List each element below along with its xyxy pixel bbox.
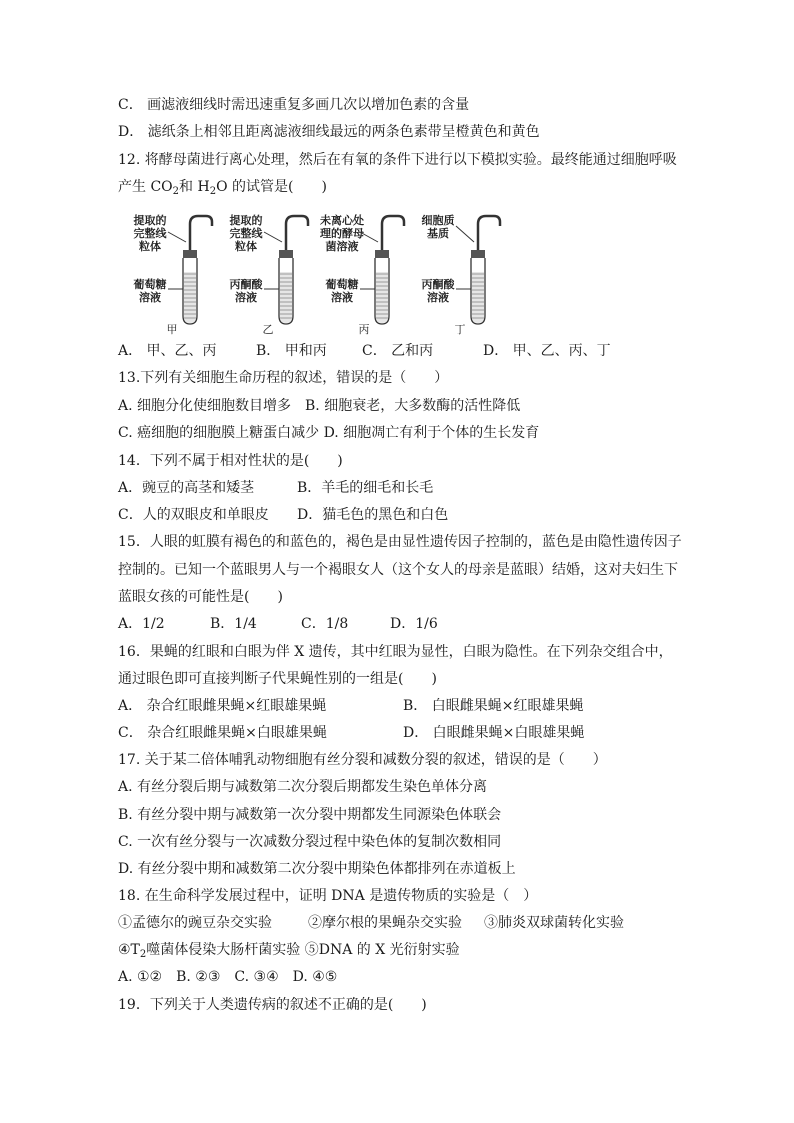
q15-stem-line1: 15．人眼的虹膜有褐色的和蓝色的，褐色是由显性遗传因子控制的，蓝色是由隐性遗传因子 [118, 534, 682, 550]
tube-pointer-line [456, 226, 474, 242]
q13-options-line1: A. 细胞分化使细胞数目增多 B. 细胞衰老，大多数酶的活性降低 [118, 398, 521, 414]
tube-bottom-label: 溶液 [427, 291, 449, 304]
tube-bent-pipe [190, 216, 212, 252]
test-tube-1 [134, 213, 213, 336]
tube-caption: 甲 [166, 323, 178, 336]
tube-top-label: 细胞质 [421, 214, 455, 227]
tube-top-label: 完整线 [229, 227, 263, 240]
tube-liquid [184, 272, 196, 323]
q15-stem-line2: 控制的。已知一个蓝眼男人与一个褐眼女人（这个女人的母亲是蓝眼）结婚，这对夫妇生下 [118, 562, 678, 578]
tube-top-label: 提取的 [229, 214, 263, 227]
q12-stem-line2: 产生 $CO_2$和 $H_2O$ 的试管是( ) [118, 179, 327, 197]
tube-bottom-label: 葡萄糖 [325, 278, 359, 291]
q15-option-a: A．1/2 [118, 616, 165, 632]
test-tube-4 [422, 213, 501, 336]
q18-items-row1 [118, 913, 638, 933]
tube-top-label: 提取的 [133, 214, 167, 227]
tube-liquid [280, 272, 292, 323]
tube-bottom-label: 丙酮酸 [229, 278, 263, 291]
tube-top-label: 粒体 [139, 240, 161, 253]
tube-bottom-label: 葡萄糖 [133, 278, 167, 291]
q15-options [118, 614, 518, 634]
q14-options-row2 [118, 505, 518, 525]
q18-item-3: ③肺炎双球菌转化实验 [484, 915, 624, 931]
q13-stem: 13.下列有关细胞生命历程的叙述，错误的是（ ） [118, 370, 449, 386]
q17-option-d: D. 有丝分裂中期和减数第二次分裂中期染色体都排列在赤道板上 [118, 861, 516, 877]
q19-stem: 19．下列关于人类遗传病的叙述不正确的是( ) [118, 997, 427, 1013]
q16-option-b: B． 白眼雌果蝇×红眼雄果蝇 [403, 698, 584, 714]
q17-option-c: C. 一次有丝分裂与一次减数分裂过程中染色体的复制次数相同 [118, 834, 502, 850]
tube-stopper [279, 250, 293, 258]
q18-item-2: ②摩尔根的果蝇杂交实验 [308, 915, 462, 931]
q14-option-a: A．豌豆的高茎和矮茎 [118, 480, 255, 496]
tube-caption: 丁 [454, 323, 466, 336]
q13-options-line2: C. 癌细胞的细胞膜上糖蛋白减少 D. 细胞凋亡有利于个体的生长发育 [118, 425, 540, 441]
q16-options-row1 [118, 696, 598, 716]
q17-stem: 17. 关于某二倍体哺乳动物细胞有丝分裂和减数分裂的叙述，错误的是（ ） [118, 752, 607, 768]
q15-stem-line3: 蓝眼女孩的可能性是( ) [118, 589, 283, 605]
tube-top-label: 菌溶液 [325, 240, 359, 253]
tube-bottom-label: 溶液 [235, 291, 257, 304]
tube-bottom-label: 溶液 [331, 291, 353, 304]
tube-stopper [183, 250, 197, 258]
tube-stopper [375, 250, 389, 258]
q14-option-d: D．猫毛色的黑色和白色 [297, 507, 449, 523]
tube-bottom-label: 丙酮酸 [421, 278, 455, 291]
tube-top-label: 完整线 [133, 227, 167, 240]
q11-option-d: D． 滤纸条上相邻且距离滤液细线最远的两条色素带呈橙黄色和黄色 [118, 124, 540, 140]
q16-option-a: A． 杂合红眼雌果蝇×红眼雄果蝇 [118, 698, 327, 714]
test-tube-diagram [128, 212, 628, 337]
q16-option-d: D． 白眼雌果蝇×白眼雄果蝇 [403, 725, 585, 741]
q14-options-row1 [118, 478, 518, 498]
tube-pointer-line [168, 232, 186, 242]
q12-option-b: B． 甲和丙 [256, 343, 327, 359]
q11-option-c: C． 画滤液细线时需迅速重复多画几次以增加色素的含量 [118, 97, 470, 113]
tube-top-label: 未离心处 [320, 214, 364, 227]
tube-liquid [472, 272, 484, 323]
q12-options [118, 341, 658, 361]
q14-option-c: C．人的双眼皮和单眼皮 [118, 507, 269, 523]
tube-liquid [376, 272, 388, 323]
tube-stopper [471, 250, 485, 258]
tube-top-label: 基质 [427, 227, 449, 240]
tube-bent-pipe [478, 216, 500, 252]
q14-stem: 14．下列不属于相对性状的是( ) [118, 453, 343, 469]
test-tube-2 [230, 213, 309, 336]
tube-pointer-line [264, 232, 282, 242]
tube-top-label: 粒体 [235, 240, 257, 253]
q18-item-1: ①孟德尔的豌豆杂交实验 [118, 915, 272, 931]
q18-stem: 18. 在生命科学发展过程中，证明 DNA 是遗传物质的实验是（ ） [118, 888, 538, 904]
test-tube-3 [320, 213, 404, 336]
tube-bent-pipe [286, 216, 308, 252]
q15-option-d: D．1/6 [390, 616, 438, 632]
q14-option-b: B．羊毛的细毛和长毛 [297, 480, 434, 496]
tube-bent-pipe [382, 216, 404, 252]
q17-option-b: B. 有丝分裂中期与减数第一次分裂中期都发生同源染色体联会 [118, 807, 502, 823]
q16-option-c: C． 杂合红眼雌果蝇×白眼雄果蝇 [118, 725, 327, 741]
q16-stem-line1: 16．果蝇的红眼和白眼为伴 X 遗传，其中红眼为显性，白眼为隐性。在下列杂交组合中， [118, 644, 673, 660]
q17-option-a: A. 有丝分裂后期与减数第二次分裂后期都发生染色单体分离 [118, 779, 488, 795]
tube-caption: 丙 [358, 323, 370, 336]
q18-items-row2: $④T_2$噬菌体侵染大肠杆菌实验 ⑤DNA 的 X 光衍射实验 [118, 942, 460, 960]
q12-option-d: D． 甲、乙、丙、丁 [483, 343, 611, 359]
q12-stem-line1: 12. 将酵母菌进行离心处理，然后在有氧的条件下进行以下模拟实验。最终能通过细胞呼吸 [118, 152, 677, 168]
q15-option-c: C．1/8 [301, 616, 349, 632]
q16-options-row2 [118, 723, 598, 743]
tube-bottom-label: 溶液 [139, 291, 161, 304]
test-tube-figure [128, 212, 628, 337]
q18-options: A. ①② B. ②③ C. ③④ D. ④⑤ [118, 969, 338, 985]
q15-option-b: B．1/4 [210, 616, 257, 632]
q16-stem-line2: 通过眼色即可直接判断子代果蝇性别的一组是( ) [118, 671, 437, 687]
q12-option-c: C． 乙和丙 [362, 343, 434, 359]
tube-caption: 乙 [262, 323, 274, 336]
q12-option-a: A． 甲、乙、丙 [118, 343, 217, 359]
tube-top-label: 理的酵母 [320, 227, 364, 240]
